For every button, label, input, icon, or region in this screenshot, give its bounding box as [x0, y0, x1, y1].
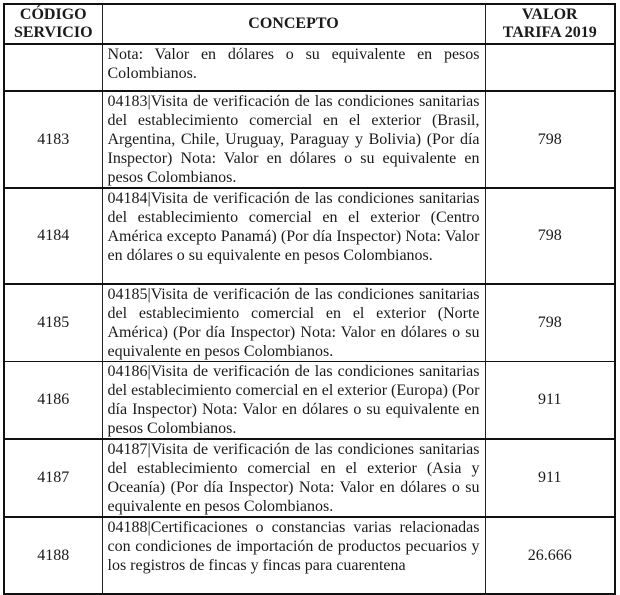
- table-row: [4, 284, 615, 362]
- tariff-value: 798: [485, 91, 615, 188]
- service-concept: 04183|Visita de verificación de las condiciones sanitarias del establecimiento comercial en el exterior (Brasil, Argentina, Chile, Uruguay, Paraguay y Bolivia) (Por día Inspector) Nota: Valor en dólares o su equivalente en pesos Colombianos.: [102, 91, 485, 188]
- header-code: [4, 4, 102, 44]
- header-value: [485, 4, 615, 44]
- service-code: 4185: [4, 284, 102, 362]
- table-row: [4, 439, 615, 517]
- header-concept: CONCEPTO: [102, 4, 485, 44]
- tariff-table: [3, 3, 616, 595]
- service-code: 4187: [4, 439, 102, 517]
- table-header-row: [4, 4, 615, 44]
- table-row: [4, 91, 615, 188]
- service-concept: 04188|Certificaciones o constancias varias relacionadas con condiciones de importación de productos pecuarios y los registros de fincas y fincas para cuarentena: [102, 517, 485, 594]
- header-line: VALOR: [521, 6, 578, 23]
- tariff-value: 911: [485, 439, 615, 517]
- service-code: 4184: [4, 188, 102, 284]
- header-line: CÓDIGO: [19, 6, 87, 23]
- tariff-value: 911: [485, 362, 615, 440]
- service-concept: 04185|Visita de verificación de las condiciones sanitarias del establecimiento comercial en el exterior (Norte América) (Por día Inspector) Nota: Valor en dólares o su equivalente en pesos Colombianos.: [102, 284, 485, 362]
- table-row: [4, 517, 615, 594]
- service-code: [4, 44, 102, 91]
- service-code: 4188: [4, 517, 102, 594]
- table-row: [4, 362, 615, 440]
- tariff-value: 26.666: [485, 517, 615, 594]
- table-row: [4, 188, 615, 284]
- header-line: TARIFA 2019: [502, 24, 597, 41]
- tariff-value: 798: [485, 284, 615, 362]
- header-line: SERVICIO: [13, 24, 93, 41]
- service-code: 4186: [4, 362, 102, 440]
- service-concept: 04184|Visita de verificación de las condiciones sanitarias del establecimiento comercial en el exterior (Centro América excepto Panamá) (Por día Inspector) Nota: Valor en dólares o su equivalente en pesos Colombianos.: [102, 188, 485, 284]
- service-concept: 04187|Visita de verificación de las condiciones sanitarias del establecimiento comercial en el exterior (Asia y Oceanía) (Por día Inspector) Nota: Valor en dólares o su equivalente en pesos Colombianos.: [102, 439, 485, 517]
- service-concept: Nota: Valor en dólares o su equivalente en pesos Colombianos.: [102, 44, 485, 91]
- tariff-value: [485, 44, 615, 91]
- service-code: 4183: [4, 91, 102, 188]
- table-row: [4, 44, 615, 91]
- service-concept: 04186|Visita de verificación de las condiciones sanitarias del establecimiento comercial en el exterior (Europa) (Por día Inspector) Nota: Valor en dólares o su equivalente en pesos Colombianos.: [102, 362, 485, 440]
- tariff-value: 798: [485, 188, 615, 284]
